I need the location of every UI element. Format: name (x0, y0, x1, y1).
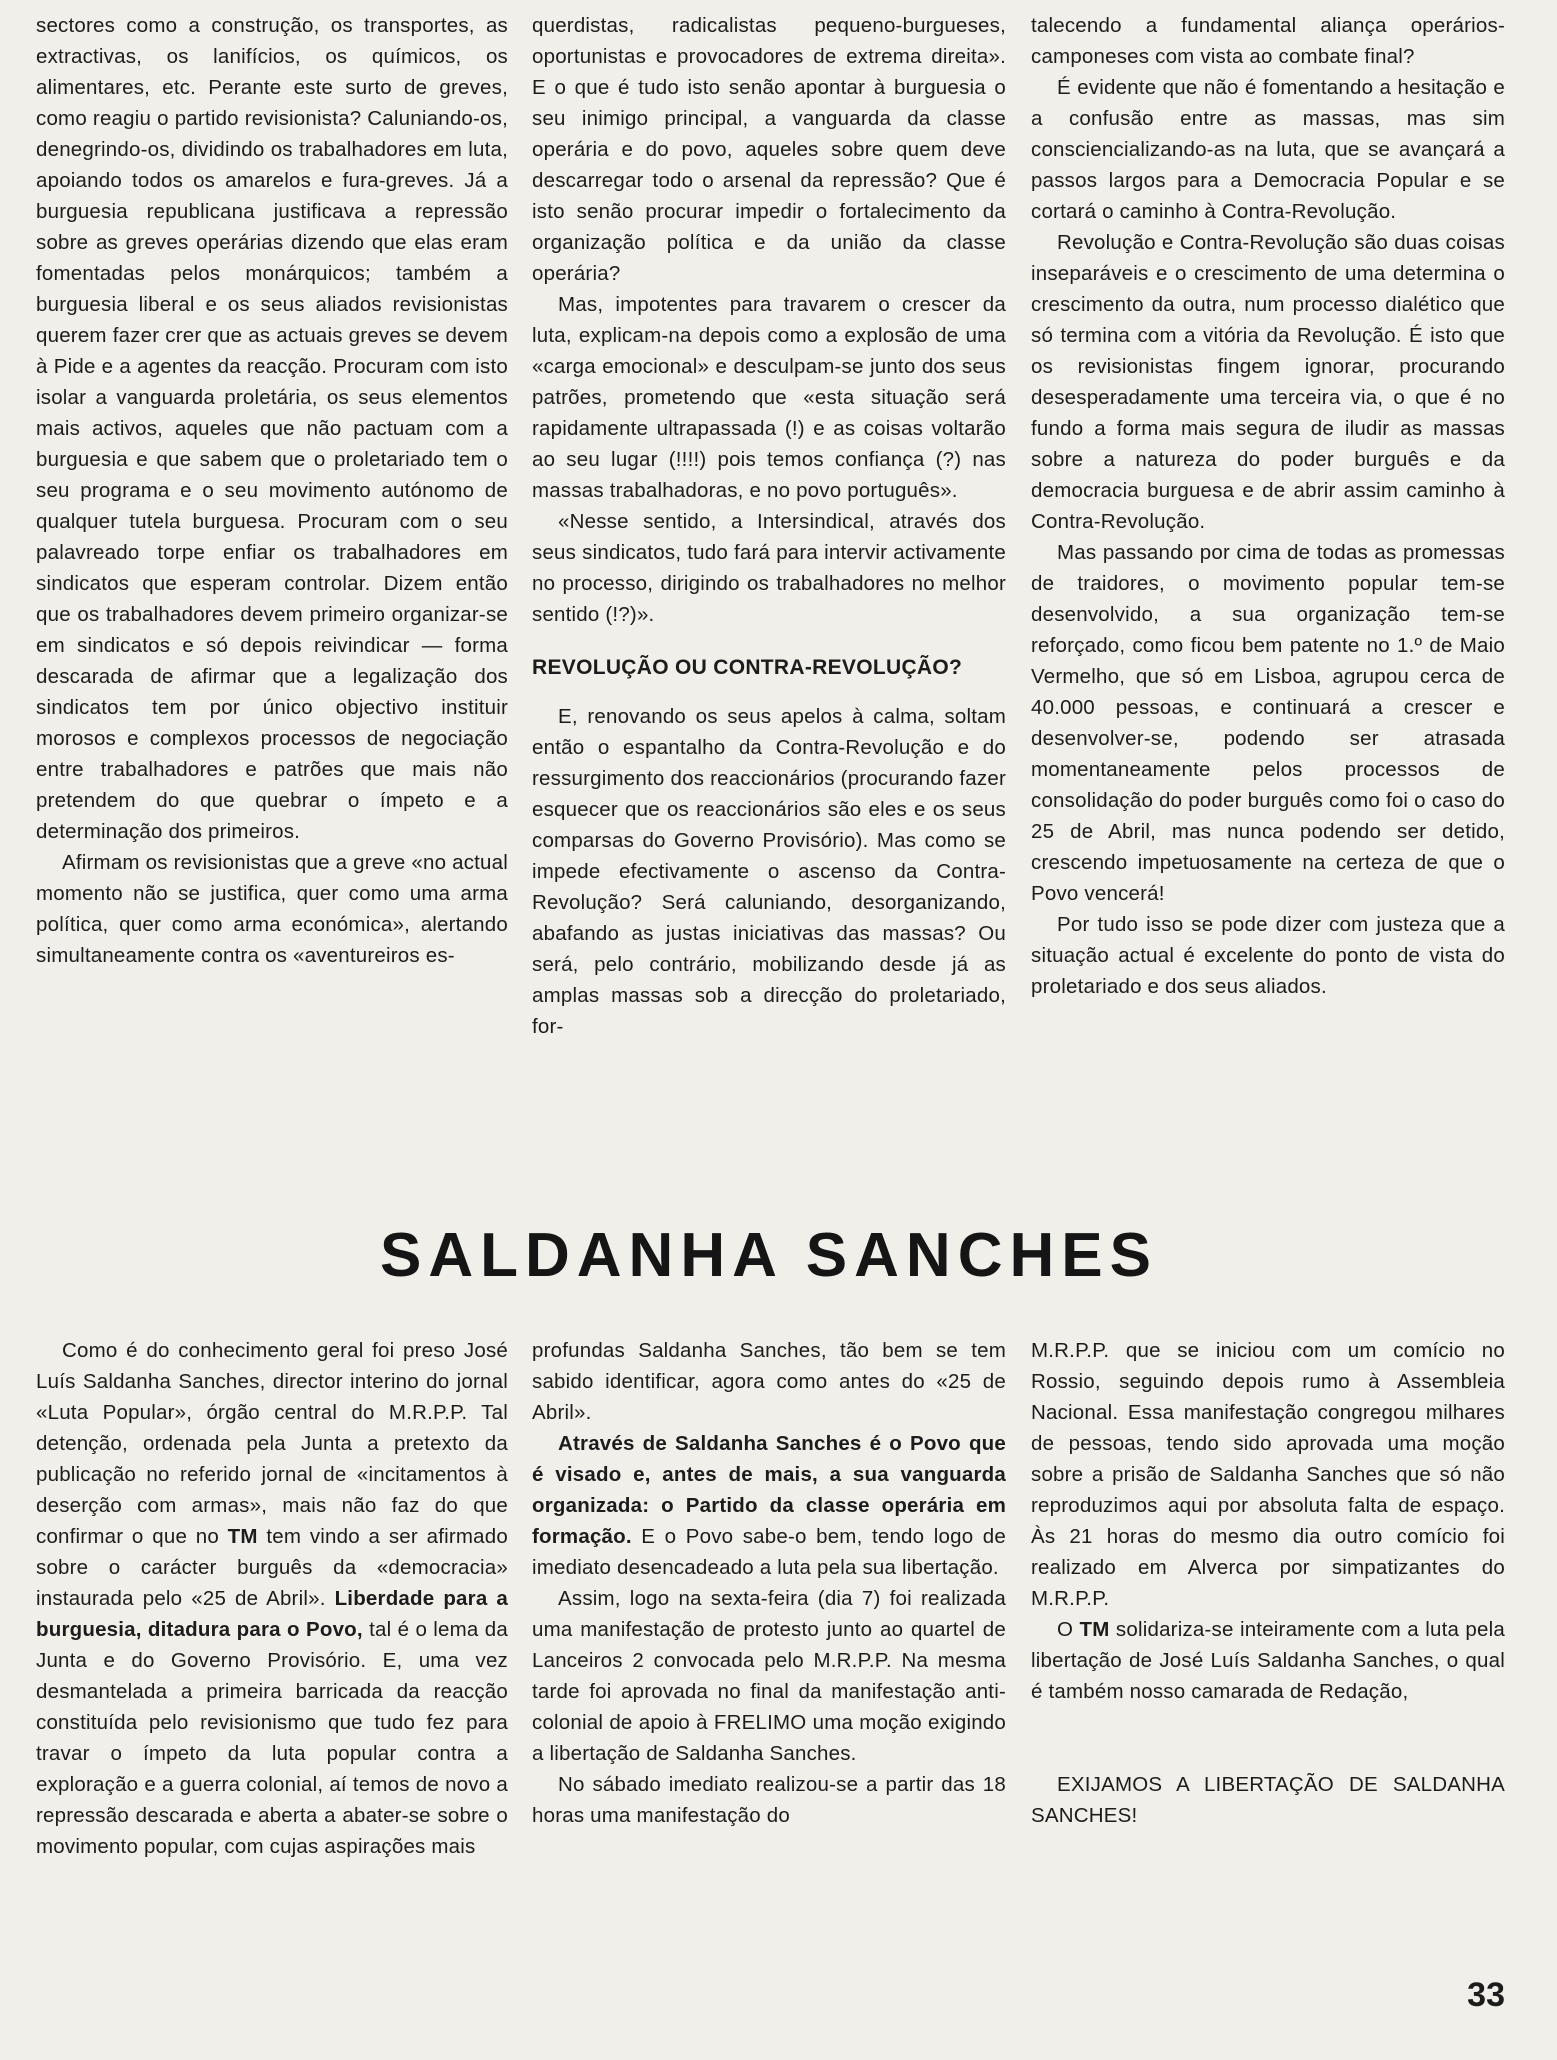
article-title: SALDANHA SANCHES (380, 1221, 1158, 1290)
closing-slogan: EXIJAMOS A LIBERTAÇÃO DE SALDANHA SANCHES! (1031, 1773, 1505, 1827)
paragraph: Mas passando por cima de todas as promessas de traidores, o movimento popular tem-se desenvolvido, a sua organização tem-se reforçado, como ficou bem patente no 1.º de Maio Vermelho, que só em Lisboa, agrupou cerca de 40.000 pessoas, e continuará a crescer e desenvolver-se, podendo ser atrasada momentaneamente pelos processos de consolidação do poder burguês como foi o caso do 25 de Abril, mas nunca podendo ser detido, crescendo impetuosamente na certeza de que o Povo vencerá! (1031, 541, 1505, 905)
tm-abbreviation: TM (1079, 1618, 1110, 1641)
paragraph: Afirmam os revisionistas que a greve «no actual momento não se justifica, quer como uma arma política, quer como arma económica», alertando simultaneamente contra os «aventureiros es- (36, 851, 508, 967)
paragraph: O TM solidariza-se inteiramente com a luta pela libertação de José Luís Saldanha Sanches, o qual é também nosso camarada de Redação, (1031, 1618, 1505, 1703)
bold-phrase: Liberdade para a burguesia, ditadura para o Povo, (36, 1587, 509, 1641)
paragraph: Mas, impotentes para travarem o crescer da luta, explicam-na depois como a explosão de uma «carga emocional» e desculpam-se junto dos seus patrões, prometendo que «esta situação será rapidamente ultrapassada (!) e as coisas voltarão ao seu lugar (!!!!) pois temos confiança (?) nas massas trabalhadoras, e no povo português». (532, 293, 1006, 502)
paragraph: Assim, logo na sexta-feira (dia 7) foi realizada uma manifestação de protesto junto ao quartel de Lanceiros 2 convocada pelo M.R.P.P. Na mesma tarde foi aprovada no final da manifestação anti-colonial de apoio à FRELIMO uma moção exigindo a libertação de Saldanha Sanches. (532, 1587, 1006, 1765)
article-column-2 (532, 1335, 1006, 1831)
top-column-1 (36, 10, 508, 971)
paragraph: talecendo a fundamental aliança operários-camponeses com vista ao combate final? (1031, 14, 1505, 68)
bold-phrase: Através de Saldanha Sanches é o Povo que é visado e, antes de mais, a sua vanguarda organizada: o Partido da classe operária em formação. (532, 1432, 1006, 1548)
article-column-1 (36, 1335, 508, 1862)
page-number: 33 (1467, 1976, 1505, 2014)
paragraph: Através de Saldanha Sanches é o Povo que é visado e, antes de mais, a sua vanguarda organizada: o Partido da classe operária em formação. E o Povo sabe-o bem, tendo logo de imediato desencadeado a luta pela sua libertação. (532, 1432, 1006, 1579)
paragraph: sectores como a construção, os transportes, as extractivas, os lanifícios, os químicos, os alimentares, etc. Perante este surto de greves, como reagiu o partido revisionista? Caluniando-os, denegrindo-os, dividindo os trabalhadores em luta, apoiando todos os amarelos e fura-greves. Já a burguesia republicana justificava a repressão sobre as greves operárias dizendo que elas eram fomentadas pelos monárquicos; também a burguesia liberal e os seus aliados revisionistas querem fazer crer que as actuais greves se devem à Pide e a agentes da reacção. Procuram com isto isolar a vanguarda proletária, os seus elementos mais activos, aqueles que não pactuam com a burguesia e que sabem que o proletariado tem o seu programa e o seu movimento autónomo de qualquer tutela burguesa. Procuram com o seu palavreado torpe enfiar os trabalhadores em sindicatos que esperam controlar. Dizem então que os trabalhadores devem primeiro organizar-se em sindicatos e só depois reivindicar — forma descarada de afirmar que a legalização dos sindicatos tem por único objectivo instituir morosos e complexos processos de negociação entre trabalhadores e patrões que mais não pretendem do que quebrar o ímpeto e a determinação dos primeiros. (36, 14, 508, 843)
top-column-2 (532, 10, 1006, 1042)
tm-abbreviation: TM (227, 1525, 258, 1548)
section-heading: REVOLUÇÃO OU CONTRA-REVOLUÇÃO? (532, 656, 963, 679)
paragraph: É evidente que não é fomentando a hesitação e a confusão entre as massas, mas sim consciencializando-as na luta, que se avançará a passos largos para a Democracia Popular e se cortará o caminho à Contra-Revolução. (1031, 76, 1505, 223)
paragraph: Por tudo isso se pode dizer com justeza que a situação actual é excelente do ponto de vista do proletariado e dos seus aliados. (1031, 913, 1505, 998)
paragraph: Revolução e Contra-Revolução são duas coisas inseparáveis e o crescimento de uma determina o crescimento da outra, num processo dialético que só termina com a vitória da Revolução. É isto que os revisionistas fingem ignorar, procurando desesperadamente uma terceira via, o que é no fundo a forma mais segura de iludir as massas sobre a natureza do poder burguês e da democracia burguesa e de abrir assim caminho à Contra-Revolução. (1031, 231, 1505, 533)
paragraph: Como é do conhecimento geral foi preso José Luís Saldanha Sanches, director interino do jornal «Luta Popular», órgão central do M.R.P.P. Tal detenção, ordenada pela Junta a pretexto da publicação no referido jornal de «incitamentos à deserção com armas», mais não faz do que confirmar o que no TM tem vindo a ser afirmado sobre o carácter burguês da «democracia» instaurada pelo «25 de Abril». Liberdade para a burguesia, ditadura para o Povo, tal é o lema da Junta e do Governo Provisório. E, uma vez desmantelada a primeira barricada da reacção constituída pelo revisionismo que tudo fez para travar o ímpeto da luta popular contra a exploração e a guerra colonial, aí temos de novo a repressão descarada e aberta a abater-se sobre o movimento popular, com cujas aspirações mais (36, 1339, 509, 1858)
paragraph: «Nesse sentido, a Intersindical, através dos seus sindicatos, tudo fará para intervir activamente no processo, dirigindo os trabalhadores no melhor sentido (!?)». (532, 510, 1006, 626)
paragraph: No sábado imediato realizou-se a partir das 18 horas uma manifestação do (532, 1773, 1006, 1827)
paragraph: profundas Saldanha Sanches, tão bem se tem sabido identificar, agora como antes do «25 de Abril». (532, 1339, 1006, 1424)
paragraph: E, renovando os seus apelos à calma, soltam então o espantalho da Contra-Revolução e do ressurgimento dos reaccionários (procurando fazer esquecer que os reaccionários são eles e os seus comparsas do Governo Provisório). Mas como se impede efectivamente o ascenso da Contra-Revolução? Será caluniando, desorganizando, abafando as justas iniciativas das massas? Ou será, pelo contrário, mobilizando desde já as amplas massas sob a direcção do proletariado, for- (532, 705, 1006, 1038)
paragraph: querdistas, radicalistas pequeno-burgueses, oportunistas e provocadores de extrema direita». E o que é tudo isto senão apontar à burguesia o seu inimigo principal, a vanguarda da classe operária e do povo, aqueles sobre quem deve descarregar todo o arsenal da repressão? Que é isto senão procurar impedir o fortalecimento da organização política e da união da classe operária? (532, 14, 1006, 285)
top-column-3 (1031, 10, 1505, 1002)
article-column-3 (1031, 1335, 1505, 1831)
paragraph: M.R.P.P. que se iniciou com um comício no Rossio, seguindo depois rumo à Assembleia Nacional. Essa manifestação congregou milhares de pessoas, tendo sido aprovada uma moção sobre a prisão de Saldanha Sanches que só não reproduzimos aqui por absoluta falta de espaço. Às 21 horas do mesmo dia outro comício foi realizado em Alverca por simpatizantes do M.R.P.P. (1031, 1339, 1505, 1610)
